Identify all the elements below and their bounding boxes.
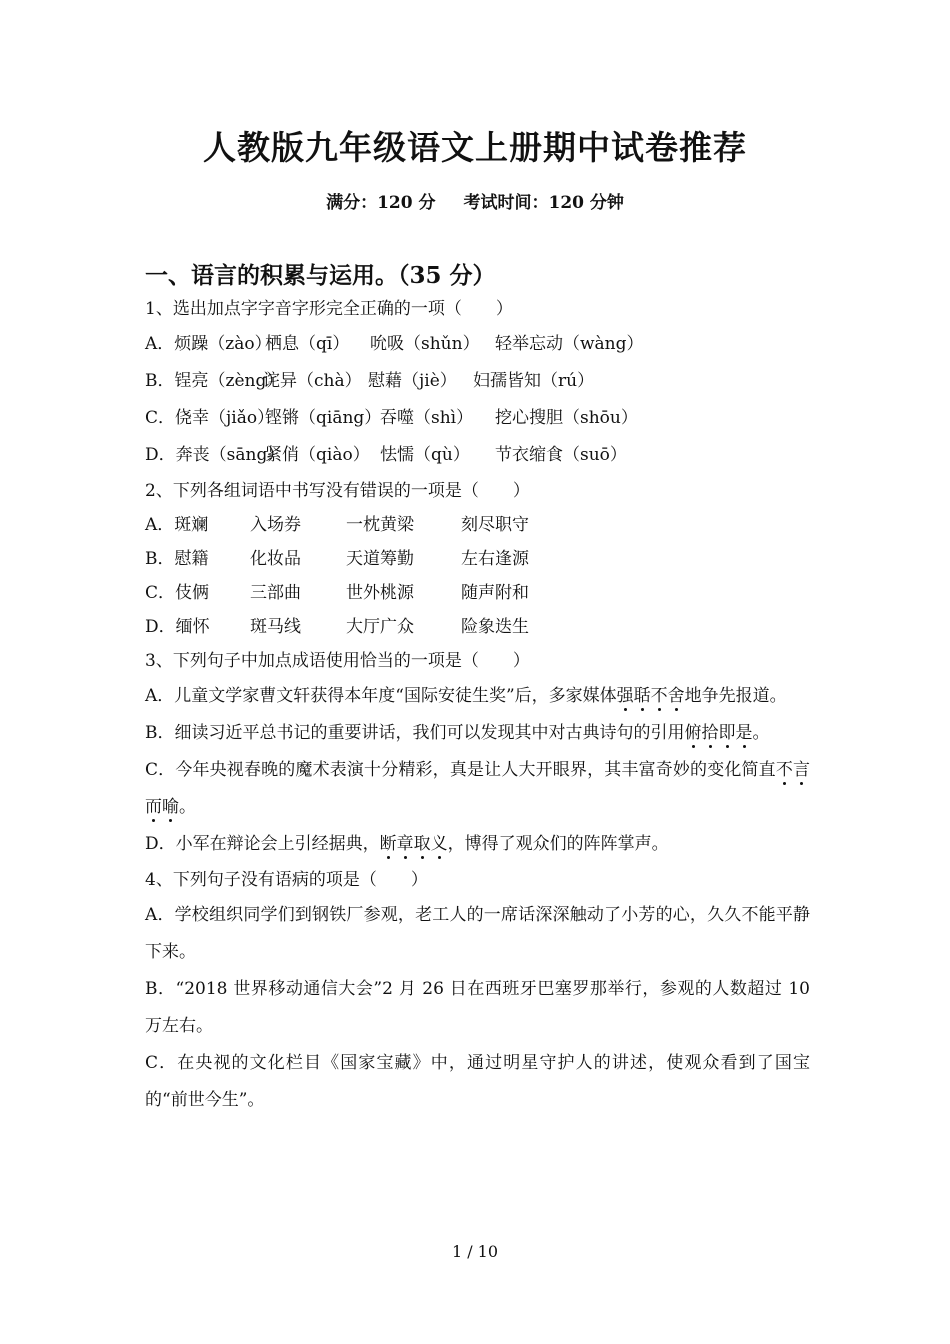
word-item: 大厅广众 xyxy=(346,617,414,637)
questions xyxy=(145,292,810,1119)
word-item: 天道筹勤 xyxy=(346,549,414,569)
question-3-option-b xyxy=(145,715,810,752)
word-item: 入场券 xyxy=(250,515,301,535)
option-text: A．儿童文学家曹文轩获得本年度“国际安徒生奖”后，多家媒体 xyxy=(145,686,617,706)
option-text: 。 xyxy=(752,723,770,743)
dotted-idiom: 俯拾即是 xyxy=(684,723,753,743)
option-item: 诧异（chà） xyxy=(263,371,362,391)
question-3-option-d xyxy=(145,826,810,863)
question-3-stem: 3、下列句子中加点成语使用恰当的一项是（ ） xyxy=(145,651,530,671)
option-text: B．细读习近平总书记的重要讲话，我们可以发现其中对古典诗句的引用 xyxy=(145,723,685,743)
option-item: 吞噬（shì） xyxy=(380,408,474,428)
option-item: 怯懦（qù） xyxy=(380,445,470,465)
question-1-option-c xyxy=(145,400,810,437)
question-2-option-c xyxy=(145,576,810,610)
word-item: 随声附和 xyxy=(461,583,529,603)
word-item: 险象迭生 xyxy=(461,617,529,637)
word-item: 三部曲 xyxy=(250,583,301,603)
word-item: 一枕黄梁 xyxy=(346,515,414,535)
question-4-stem: 4、下列句子没有语病的项是（ ） xyxy=(145,870,428,890)
question-1-stem: 1、选出加点字字音字形完全正确的一项（ ） xyxy=(145,299,513,319)
word-item: A．斑斓 xyxy=(145,515,209,535)
option-item: 节衣缩食（suō） xyxy=(495,445,627,465)
section-heading: 一、语言的积累与运用。（35 分） xyxy=(145,262,496,289)
word-item: 化妆品 xyxy=(250,549,301,569)
full-score: 满分：120 分 xyxy=(326,193,436,213)
question-2-option-d xyxy=(145,610,810,644)
page-number: 1 / 10 xyxy=(451,1242,499,1261)
option-text: D．小军在辩论会上引经据典， xyxy=(145,834,380,854)
question-1-option-b xyxy=(145,363,810,400)
word-item: B．慰籍 xyxy=(145,549,209,569)
word-item: D．缅怀 xyxy=(145,617,210,637)
word-item: C．伎俩 xyxy=(145,583,210,603)
question-2-option-a xyxy=(145,508,810,542)
dotted-idiom: 不言而喻 xyxy=(145,760,811,817)
question-4-option-b: B．“2018 世界移动通信大会”2 月 26 日在西班牙巴塞罗那举行，参观的人数超过 10 万左右。 xyxy=(145,979,810,1036)
dotted-idiom: 强聒不舍 xyxy=(616,686,685,706)
option-item: 铿锵（qiāng） xyxy=(265,408,382,428)
question-3-option-c xyxy=(145,752,810,826)
option-item: A．烦躁（zào） xyxy=(145,334,272,354)
dotted-idiom: 断章取义 xyxy=(379,834,448,854)
option-item: 栖息（qī） xyxy=(265,334,350,354)
question-2-stem: 2、下列各组词语中书写没有错误的一项是（ ） xyxy=(145,481,530,501)
word-item: 左右逢源 xyxy=(461,549,529,569)
option-item: 挖心搜胆（shōu） xyxy=(495,408,638,428)
question-3-option-a xyxy=(145,678,810,715)
option-item: 紧俏（qiào） xyxy=(265,445,370,465)
option-text: ，博得了观众们的阵阵掌声。 xyxy=(447,834,669,854)
question-1-option-d xyxy=(145,437,810,474)
option-item: D．奔丧（sāng） xyxy=(145,445,285,465)
option-item: 吮吸（shǔn） xyxy=(370,334,480,354)
option-item: 慰藉（jiè） xyxy=(368,371,457,391)
option-item: 轻举忘动（wàng） xyxy=(495,334,644,354)
exam-info xyxy=(0,188,950,213)
word-item: 斑马线 xyxy=(250,617,301,637)
option-text: C．今年央视春晚的魔术表演十分精彩，真是让人大开眼界，其丰富奇妙的变化简直 xyxy=(145,760,776,780)
question-1-option-a xyxy=(145,326,810,363)
question-4-option-c: C．在央视的文化栏目《国家宝藏》中，通过明星守护人的讲述，使观众看到了国宝的“前世今生”。 xyxy=(145,1053,810,1110)
exam-time: 考试时间：120 分钟 xyxy=(463,193,624,213)
page-title: 人教版九年级语文上册期中试卷推荐 xyxy=(203,128,747,167)
question-2-option-b xyxy=(145,542,810,576)
option-item: 妇孺皆知（rú） xyxy=(473,371,595,391)
question-4-option-a: A．学校组织同学们到钢铁厂参观，老工人的一席话深深触动了小芳的心，久久不能平静下来。 xyxy=(145,905,810,962)
option-item: B．锃亮（zèng） xyxy=(145,371,284,391)
option-text: 。 xyxy=(179,797,196,817)
word-item: 刻尽职守 xyxy=(461,515,529,535)
word-item: 世外桃源 xyxy=(346,583,414,603)
option-text: 地争先报道。 xyxy=(684,686,787,706)
option-item: C．侥幸（jiǎo） xyxy=(145,408,275,428)
